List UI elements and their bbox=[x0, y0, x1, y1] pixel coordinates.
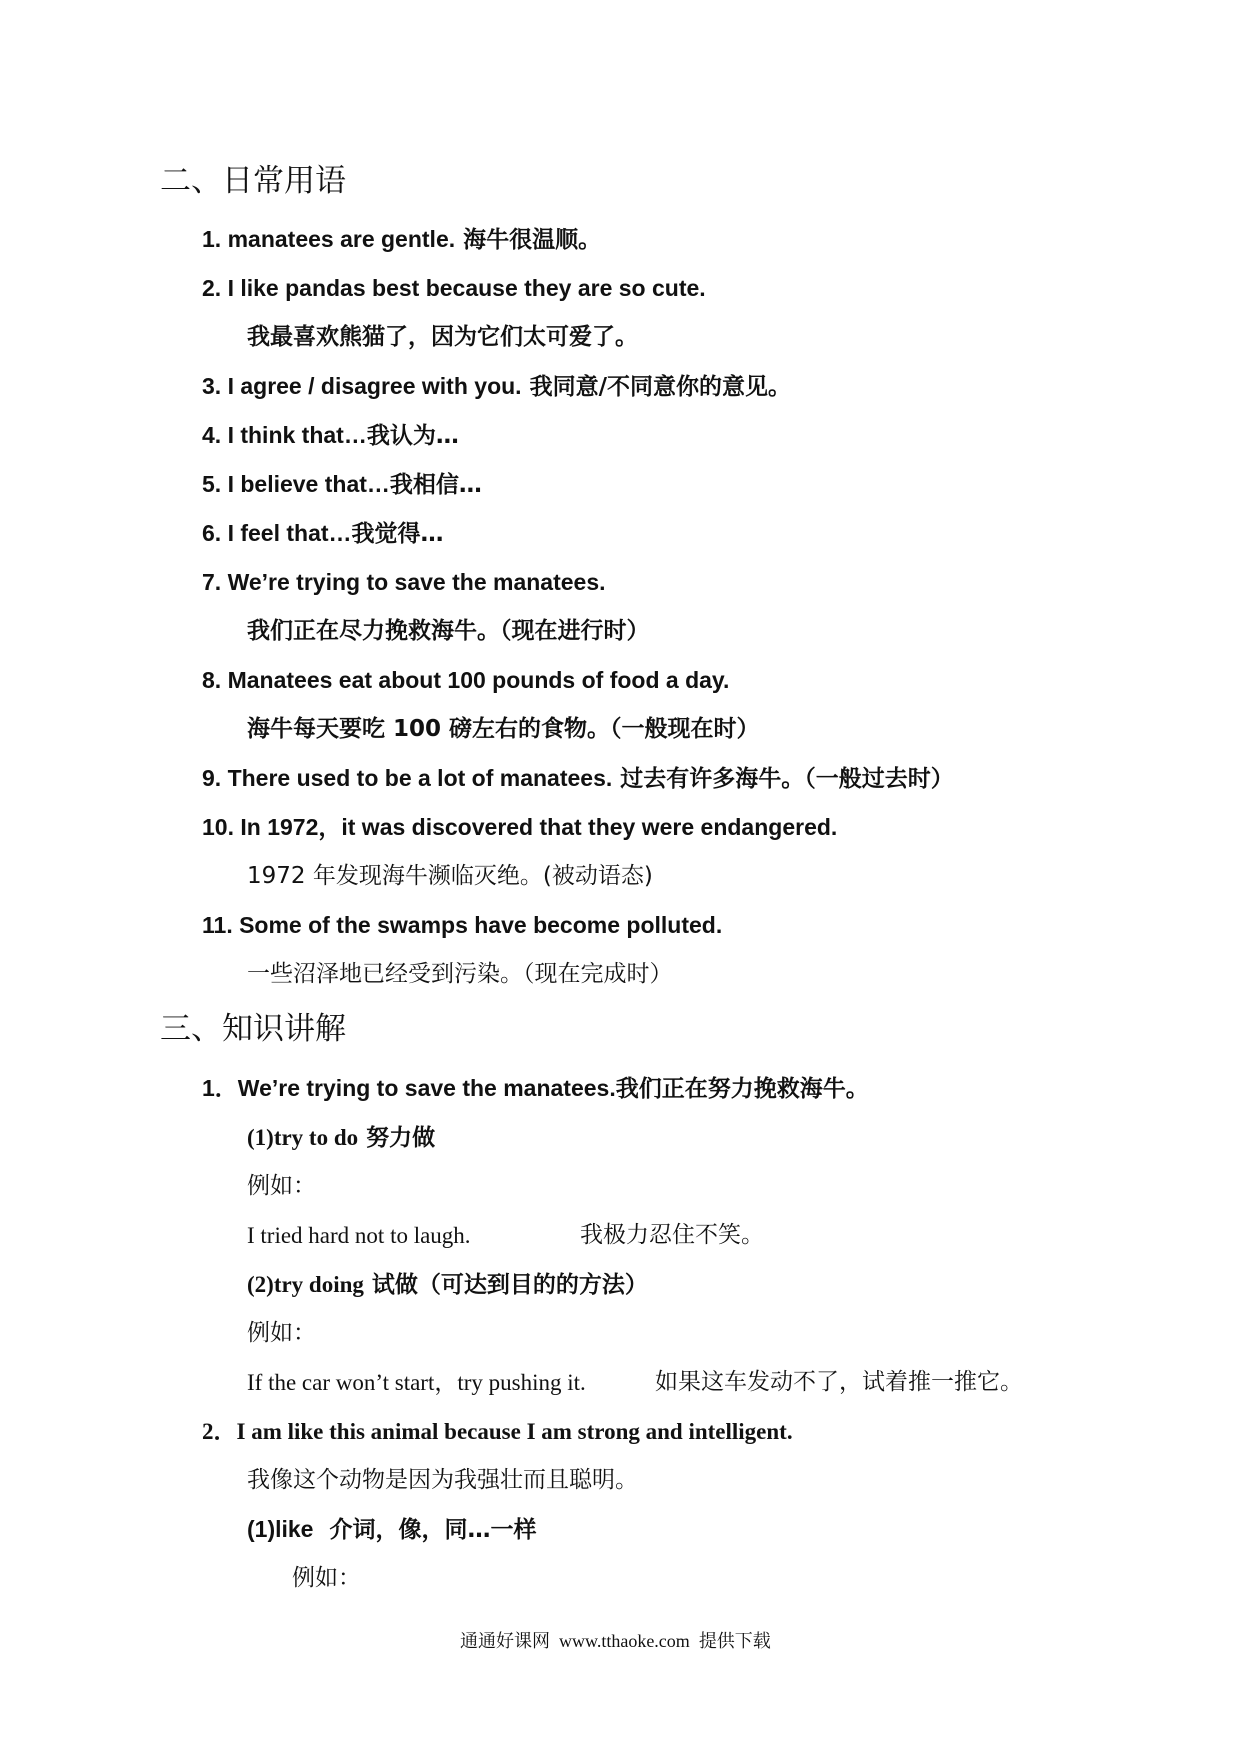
point2-sub1: (1)like 介词，像，同…一样 bbox=[247, 1516, 537, 1543]
phrase-item-10: 10. In 1972，it was discovered that they were endangered. bbox=[202, 814, 838, 840]
section-heading-knowledge: 三、知识讲解 bbox=[160, 1011, 346, 1047]
phrase-item-11: 11. Some of the swamps have become polluted. bbox=[202, 912, 723, 938]
phrase-item-3: 3. I agree / disagree with you. 我同意/不同意你的意见。 bbox=[202, 373, 791, 400]
footer-url: www.tthaoke.com bbox=[559, 1631, 690, 1651]
page-footer bbox=[460, 1632, 771, 1650]
footer-site-name: 通通好课网 bbox=[460, 1631, 550, 1651]
point1-example-2-zh: 如果这车发动不了，试着推一推它。 bbox=[655, 1369, 1023, 1395]
phrase-item-5: 5. I believe that…我相信… bbox=[202, 471, 482, 498]
phrase-item-7: 7. We’re trying to save the manatees. bbox=[202, 569, 606, 595]
section-heading-daily-phrases: 二、日常用语 bbox=[160, 163, 346, 199]
point2-example-label: 例如： bbox=[292, 1565, 361, 1591]
phrase-item-11-translation: 一些沼泽地已经受到污染。（现在完成时） bbox=[247, 961, 673, 987]
phrase-item-4: 4. I think that…我认为… bbox=[202, 422, 459, 449]
knowledge-point-2-translation: 我像这个动物是因为我强壮而且聪明。 bbox=[247, 1467, 638, 1493]
point1-example-label-1: 例如： bbox=[247, 1173, 316, 1199]
point1-example-1-zh: 我极力忍住不笑。 bbox=[580, 1222, 764, 1248]
phrase-item-6: 6. I feel that…我觉得… bbox=[202, 520, 444, 547]
point1-example-2-en: If the car won’t start，try pushing it. bbox=[247, 1370, 586, 1395]
phrase-item-2: 2. I like pandas best because they are so cute. bbox=[202, 275, 706, 301]
footer-suffix: 提供下载 bbox=[698, 1631, 771, 1651]
point1-sub1: (1)try to do 努力做 bbox=[247, 1125, 436, 1151]
phrase-item-10-translation: 1972 年发现海牛濒临灭绝。(被动语态) bbox=[247, 863, 653, 889]
point1-example-1-en: I tried hard not to laugh. bbox=[247, 1223, 471, 1248]
knowledge-point-1: 1．We’re trying to save the manatees.我们正在努力挽救海牛。 bbox=[202, 1075, 869, 1102]
phrase-item-7-translation: 我们正在尽力挽救海牛。（现在进行时） bbox=[247, 618, 650, 644]
phrase-item-1: 1. manatees are gentle. 海牛很温顺。 bbox=[202, 226, 602, 253]
point1-sub2: (2)try doing 试做（可达到目的的方法） bbox=[247, 1272, 648, 1298]
phrase-item-8-translation: 海牛每天要吃 100 磅左右的食物。（一般现在时） bbox=[247, 716, 760, 742]
phrase-item-8: 8. Manatees eat about 100 pounds of food a day. bbox=[202, 667, 730, 693]
phrase-item-2-translation: 我最喜欢熊猫了，因为它们太可爱了。 bbox=[247, 324, 638, 350]
phrase-item-9: 9. There used to be a lot of manatees. 过去有许多海牛。（一般过去时） bbox=[202, 765, 954, 792]
point1-example-label-2: 例如： bbox=[247, 1320, 316, 1346]
knowledge-point-2: 2．I am like this animal because I am strong and intelligent. bbox=[202, 1419, 793, 1444]
